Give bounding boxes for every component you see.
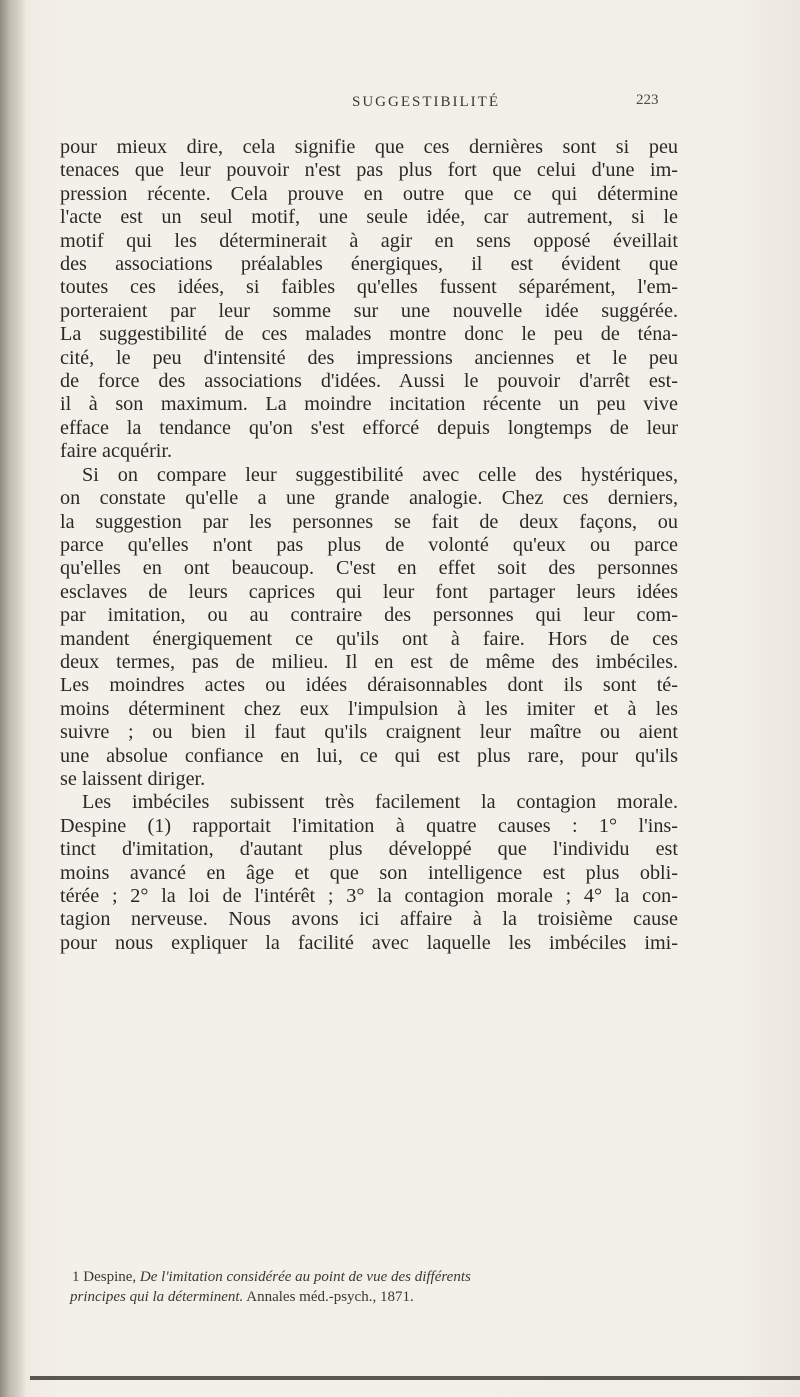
footnote-title: De l'imitation considérée au point de vue des différents <box>139 1269 471 1285</box>
footnote-source: Annales méd.-psych., 1871. <box>246 1289 414 1305</box>
footnote-line <box>70 1287 692 1307</box>
text-line: des associations préalables énergiques, il est évident que <box>60 253 678 276</box>
text-line: de force des associations d'idées. Aussi le pouvoir d'arrêt est- <box>60 370 678 393</box>
footnote-title-continued: principes qui la déterminent. <box>70 1289 244 1305</box>
text-line: qu'elles en ont beaucoup. C'est en effet soit des personnes <box>60 557 678 580</box>
body-text <box>60 136 678 955</box>
text-line: la suggestion par les personnes se fait de deux façons, ou <box>60 510 678 533</box>
text-line: deux termes, pas de milieu. Il en est de même des imbéciles. <box>60 650 678 673</box>
footnote-author: Despine, <box>83 1269 137 1285</box>
spine-shadow <box>0 0 26 1397</box>
footnote-line <box>72 1267 692 1287</box>
page-bottom-edge <box>30 1376 800 1380</box>
text-line: La suggestibilité de ces malades montre donc le peu de téna- <box>60 323 678 346</box>
text-line: pour nous expliquer la facilité avec laquelle les imbéciles imi- <box>60 931 678 954</box>
footnote <box>72 1267 692 1307</box>
text-line: par imitation, ou au contraire des personnes qui leur com- <box>60 604 678 627</box>
text-line: une absolue confiance en lui, ce qui est plus rare, pour qu'ils <box>60 744 678 767</box>
text-line: moins déterminent chez eux l'impulsion à les imiter et à les <box>60 697 678 720</box>
running-head <box>0 94 800 118</box>
text-line: tinct d'imitation, d'autant plus développé que l'individu est <box>60 838 678 861</box>
text-line: moins avancé en âge et que son intelligence est plus obli- <box>60 861 678 884</box>
text-line: térée ; 2° la loi de l'intérêt ; 3° la contagion morale ; 4° la con- <box>60 885 678 907</box>
page-number: 223 <box>636 92 659 108</box>
paragraph-start-line: Si on compare leur suggestibilité avec celle des hystériques, <box>82 463 678 486</box>
text-line: parce qu'elles n'ont pas plus de volonté qu'eux ou parce <box>60 533 678 556</box>
text-line: il à son maximum. La moindre incitation récente un peu vive <box>60 393 678 416</box>
text-line: l'acte est un seul motif, une seule idée, car autrement, si le <box>60 206 678 229</box>
text-line: faire acquérir. <box>60 440 173 463</box>
text-line: tenaces que leur pouvoir n'est pas plus fort que celui d'une im- <box>60 159 678 182</box>
text-line: motif qui les déterminerait à agir en sens opposé éveillait <box>60 229 678 252</box>
paragraph-start-line: Les imbéciles subissent très facilement la contagion morale. <box>82 791 678 814</box>
text-line: tagion nerveuse. Nous avons ici affaire à la troisième cause <box>60 908 678 931</box>
text-line: Les moindres actes ou idées déraisonnables dont ils sont té- <box>60 674 678 697</box>
text-line: on constate qu'elle a une grande analogie. Chez ces derniers, <box>60 487 678 510</box>
text-line: pour mieux dire, cela signifie que ces dernières sont si peu <box>60 136 678 158</box>
text-line: pression récente. Cela prouve en outre que ce qui détermine <box>60 182 678 205</box>
text-line: toutes ces idées, si faibles qu'elles fussent séparément, l'em- <box>60 276 678 299</box>
text-line: se laissent diriger. <box>60 767 206 790</box>
text-line: cité, le peu d'intensité des impressions anciennes et le peu <box>60 346 678 369</box>
text-line: porteraient par leur somme sur une nouvelle idée suggérée. <box>60 299 678 322</box>
text-line: esclaves de leurs caprices qui leur font partager leurs idées <box>60 580 678 603</box>
text-line: efface la tendance qu'on s'est efforcé depuis longtemps de leur <box>60 416 678 439</box>
text-line: Despine (1) rapportait l'imitation à quatre causes : 1° l'ins- <box>60 814 678 837</box>
text-line: mandent énergiquement ce qu'ils ont à faire. Hors de ces <box>60 627 678 650</box>
running-title: SUGGESTIBILITÉ <box>352 94 500 110</box>
footnote-marker: 1 <box>72 1269 80 1285</box>
text-line: suivre ; ou bien il faut qu'ils craignent leur maître ou aient <box>60 721 678 744</box>
